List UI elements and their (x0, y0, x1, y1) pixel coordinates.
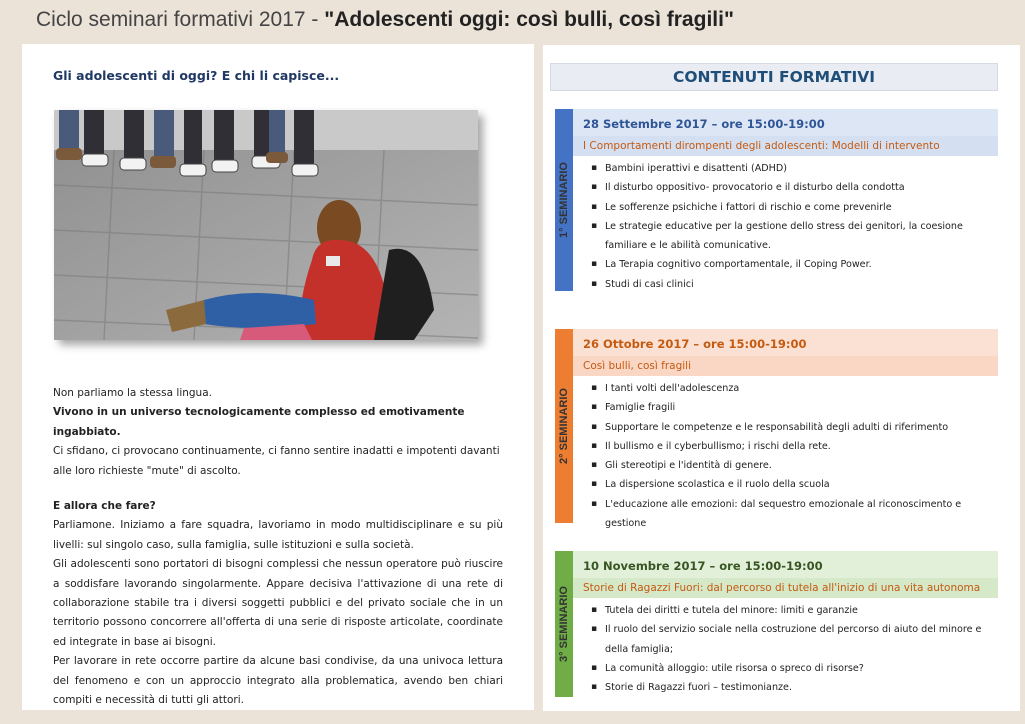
teenagers-illustration (54, 110, 478, 340)
seminar-3 (555, 551, 998, 697)
seminar-subtitle: Così bulli, così fragili (573, 356, 998, 376)
intro-paragraph: Per lavorare in rete occorre partire da alcune basi condivise, da una univoca lettura del fenomeno e con un approccio integrato alla problematica, avendo ben chiari compiti e necessità di tutti gli attori. (53, 655, 503, 707)
contents-header (550, 63, 998, 91)
seminar-1-box (573, 109, 998, 291)
list-item: ▪ L'educazione alle emozioni: dal sequestro emozionale al riconoscimento e gestione (591, 495, 988, 534)
list-item: ▪ Il bullismo e il cyberbullismo; i rischi della rete. (591, 437, 988, 456)
list-item: ▪ Il ruolo del servizio sociale nella costruzione del percorso di aiuto del minore e della famiglia; (591, 620, 988, 659)
contents-header-label: CONTENUTI FORMATIVI (673, 68, 875, 86)
list-item: ▪ Studi di casi clinici (591, 275, 988, 294)
list-item: ▪ La dispersione scolastica e il ruolo della scuola (591, 475, 988, 494)
intro-panel (22, 44, 534, 710)
list-item: ▪ La comunità alloggio: utile risorsa o spreco di risorse? (591, 659, 988, 678)
seminar-topics (573, 156, 998, 294)
intro-body (53, 384, 503, 711)
intro-paragraph-bold: Vivono in un universo tecnologicamente complesso ed emotivamente ingabbiato. (53, 406, 465, 438)
seminar-label: 3° SEMINARIO (558, 586, 570, 662)
seminar-label: 2° SEMINARIO (558, 388, 570, 464)
seminar-1 (555, 109, 998, 291)
seminar-1-tab (555, 109, 573, 291)
list-item: ▪ Famiglie fragili (591, 398, 988, 417)
list-item: ▪ Il disturbo oppositivo- provocatorio e il disturbo della condotta (591, 178, 988, 197)
seminar-date: 26 Ottobre 2017 – ore 15:00-19:00 (583, 337, 807, 351)
list-item: ▪ Le sofferenze psichiche i fattori di rischio e come prevenirle (591, 198, 988, 217)
seminar-2-tab (555, 329, 573, 523)
seminar-date: 10 Novembre 2017 – ore 15:00-19:00 (583, 559, 823, 573)
intro-paragraph: Parliamone. Iniziamo a fare squadra, lavoriamo in modo multidisciplinare e su più livelli: sul singolo caso, sulla famiglia, sulle istituzioni e sulla società. (53, 519, 503, 551)
seminar-topics (573, 598, 998, 697)
intro-heading: Gli adolescenti di oggi? E chi li capisce... (53, 68, 340, 83)
list-item: ▪ Le strategie educative per la gestione dello stress dei genitori, la coesione familiare e le abilità comunicative. (591, 217, 988, 256)
seminar-subtitle: I Comportamenti dirompenti degli adolescenti: Modelli di intervento (573, 136, 998, 156)
list-item: ▪ Bambini iperattivi e disattenti (ADHD) (591, 159, 988, 178)
seminar-2-box (573, 329, 998, 530)
seminar-3-tab (555, 551, 573, 697)
list-item: ▪ La Terapia cognitivo comportamentale, il Coping Power. (591, 255, 988, 274)
intro-paragraph: Non parliamo la stessa lingua. (53, 387, 212, 399)
seminar-subtitle: Storie di Ragazzi Fuori: dal percorso di tutela all'inizio di una vita autonoma (573, 578, 998, 598)
list-item: ▪ Tutela dei diritti e tutela del minore: limiti e garanzie (591, 601, 988, 620)
intro-paragraph: Gli adolescenti sono portatori di bisogni complessi che nessun operatore può riuscire a soddisfare lavorando singolarmente. Appare decisiva l'attivazione di una rete di collaborazione stabile tra i diversi soggetti pubblici e del privato sociale che in un territorio possono concorrere all'offerta di una serie di risposte articolate, coordinate ed integrate in base ai bisogni. (53, 558, 503, 648)
list-item: ▪ Storie di Ragazzi fuori – testimonianze. (591, 678, 988, 697)
list-item: ▪ I tanti volti dell'adolescenza (591, 379, 988, 398)
teenagers-photo (54, 110, 478, 340)
seminar-topics (573, 376, 998, 533)
page-title-main: "Adolescenti oggi: così bulli, così fragili" (324, 8, 734, 31)
seminar-2 (555, 329, 998, 530)
contents-panel (543, 45, 1020, 711)
list-item: ▪ Supportare le competenze e le responsabilità degli adulti di riferimento (591, 418, 988, 437)
seminar-date: 28 Settembre 2017 – ore 15:00-19:00 (583, 117, 825, 131)
intro-question: E allora che fare? (53, 500, 156, 513)
page-title-prefix: Ciclo seminari formativi 2017 - (36, 8, 325, 31)
list-item: ▪ Gli stereotipi e l'identità di genere. (591, 456, 988, 475)
seminar-label: 1° SEMINARIO (558, 162, 570, 238)
page-title (36, 8, 734, 32)
seminar-3-box (573, 551, 998, 697)
intro-paragraph: Ci sfidano, ci provocano continuamente, ci fanno sentire inadatti e impotenti davanti alle loro richieste "mute" di ascolto. (53, 445, 500, 477)
